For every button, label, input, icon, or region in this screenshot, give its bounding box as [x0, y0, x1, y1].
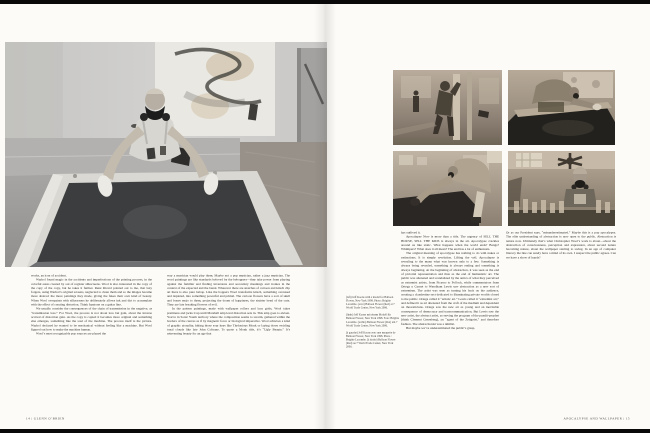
studio-photo-top-right	[508, 70, 615, 145]
caption-german: (links) Jeff Koons mit einem Modell für Balloon Flower, New York 1998. Foto: Brigitte Lacombe. (rechts) Balloon Flower (Rot) am 7 World Trade Center, New York 2006.	[346, 313, 399, 328]
right-page-text-column-2	[506, 231, 616, 260]
paragraph: Or as our President says, “misunderestimated.” Maybe this is a pop apocalypse. The elite understanding of abstraction is now open to the public. Abstraction is nature now. Ultimately that’s what Christopher Wool’s work is about—about the abstraction of consciousness, perception and expression, about second nature becoming nature, about the wallpaper starting to swing. In an age of computer literacy the line can surely have a mind of its own. I suspect the public agrees. Can we have a show of hands?	[506, 231, 616, 260]
studio-photo-top-left	[393, 70, 502, 145]
paragraph: Wool’s most recognizable pop sources are played the	[36, 332, 106, 336]
left-page-text-column-1	[31, 274, 152, 336]
paragraph: Warhol found magic in the accidents and imperfections of the printing process, in the colorful auras created by out of register silkscreens. Wool is also interested in the copy of the copy of the copy, but he takes it further. René Ricard pointed out to me, that lazy forgers, using Warhol’s original screens, neglected to clean them and so the images became more abstract the more paintings they made, giving the fakes their own kind of beauty. When Wool overpaints with silkscreens he deliberately allows ink and dirt to accumulate with the effect of creating distortion. Think fuzztone on a guitar line.	[31, 278, 152, 307]
open-book-spread	[0, 4, 650, 429]
abstract-painting-on-wall	[155, 42, 275, 136]
paragraph: But maybe we’ve underestimated the public’s grasp.	[406, 326, 476, 330]
caption-french: (à gauche) Jeff Koons avec une maquette de Balloon Flower, New York 1998. Photo : Brigitte Lacombe. (à droite) Balloon Flower (Red) au 7 World Trade Center, New York 2006.	[346, 331, 396, 349]
left-page-text-column-2	[167, 274, 290, 336]
paragraph: works, an icon of accident.	[31, 274, 67, 278]
paragraph: In the pattern paintings, made with wallpaper rollers and lacy grids, Wool takes prettiness and jacks it up until Marshall amp level distortion sets in. This amp goes to eleven. You’re in Sonic Youth territory where the composition seems to swarm, gathered within the borders of the canvas as if by magnetic force or biological imperative. Wool achieves a kind of graphic atonality, hitting those sour keys like Thelonious Monk or laying down swirling tonal clouds like late John Coltrane. To quote a Monk title, it’s “Ugly Beauty.” It’s reinventing beauty for an age that	[167, 307, 290, 336]
paragraph: We usually consider the consequences of the chain of transmission in the negative, as “transmission loss.” For Wool, the process is not about loss but gain, about the inverse accrual of distortion gain. As the copy is copied it becomes more original and something else emerges, something like the soul of the machine. The process itself is the picture. Warhol declared he wanted to be mechanical without feeling like a machine. But Wool figured out how to make the machine human.	[31, 307, 152, 332]
silkscreen-frame	[11, 171, 303, 267]
studio-photo-large	[5, 42, 327, 267]
caption-english: (left) Jeff Koons with a model for Balloon Flower, New York 1998. Photo: Brigitte Lacombe. (over) Balloon Flower (Red) at 7 World Trade Center, New York 2006.	[346, 296, 395, 310]
paragraph: way a musician would play them. Maybe not a pop musician, rather a jazz musician. The word paintings are like standards beloved by the beboppers—they take power from playing against the familiar and finding inversions and secondary meanings and ironies in the context of the expected and the banal. Wherever there are snatches of cartoon and kitsch clip art there is also pure bebop. Like the boppers Wool transforms kitsch, something overused and depleted, into something powerful and primal. The cartoon flowers have a sort of skull and bones mojo to them, projecting the doom of happiness, the sinister bend of the cute. They are late breaking flowers of evil.	[167, 274, 290, 307]
studio-photo-bottom-left	[393, 151, 502, 226]
paragraph: The original meaning of apocalypse has nothing to do with nukes or extinctions. It is simply revelation. Lifting the veil. Apocalypse is revealing to the many what was known only to a few. Something is always being revealed, something is always ending and something is always beginning. At the beginning of abstraction, it was seen as the end of pictorial representation and thus as the end of humanistic art. The public was alienated and scandalized by the antics of what they perceived as extremist artists, from Picasso to Pollock, while commentators from Ortega y Gasset to Wyndham Lewis saw abstraction as a new sort of extremism. The artist was seen as turning his back on the audience, creating a clandestine sect dedicated to illuminating private worlds closed to the public. Ortega called it “artistic art.” Lewis called it “extremist art,” and defined it as art alienated from the craft of the medium and dependent on theoreticians. Ortega saw the new art as young and an inevitable consequence of democracy and transcommunication. But Lewis saw the new artist, the abstract artist, as serving the program of the pundit-prophet (think Clement Greenberg), an “agent of the Zeitgeist,” and therefore fashion. The abstractionist was a nihilist.	[401, 251, 499, 326]
left-page-footer: 14 | GLENN O’BRIEN	[26, 417, 65, 421]
right-page-text-column-1	[401, 231, 499, 331]
photo-captions-column	[346, 296, 399, 353]
scan-bottom-edge	[0, 429, 650, 433]
studio-photo-bottom-right	[508, 151, 615, 226]
paragraph: has outlived it.	[401, 231, 421, 235]
paragraph: Apocalypse Now is more than a title. The urgency of SELL THE HOUSE, SELL THE KIDS is always in the air. Apocalypse crackles around us like static. What happens when the world ends? Bangs? Whimpers? What does it all mean? The end has a lot of enthusiasts.	[401, 235, 499, 252]
right-page-footer: APOCALYPSE AND WALLPAPER | 15	[563, 417, 630, 421]
